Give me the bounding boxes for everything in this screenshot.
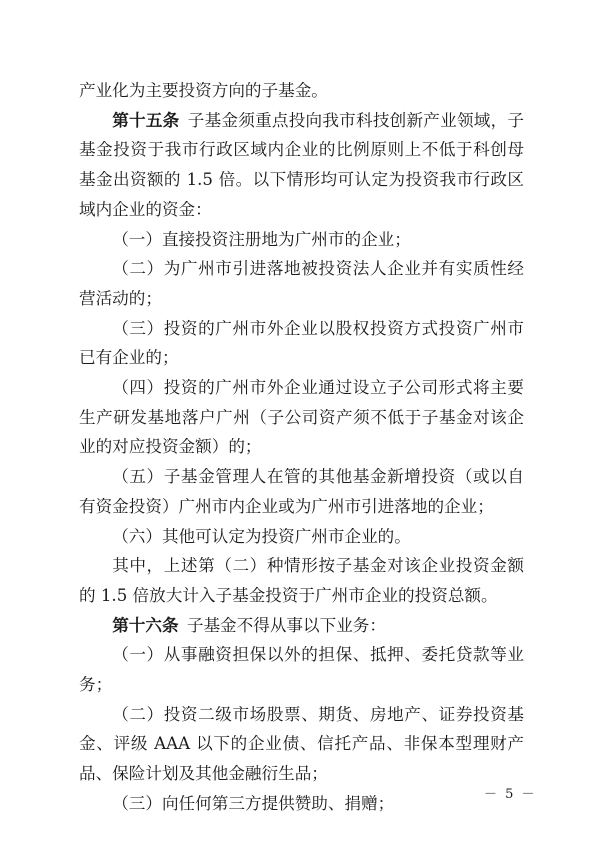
paragraph-text: 其中，上述第（二）种情形按子基金对该企业投资金额的 1.5 倍放大计入子基金投资于广州市企业的投资总额。 [79,556,524,605]
article-16 [79,611,524,641]
list-item-6 [79,522,524,552]
paragraph-text: （四）投资的广州市外企业通过设立子公司形式将主要生产研发基地落户广州（子公司资产须不低于子基金对该企业的对应投资金额）的； [79,378,524,457]
article-15 [79,106,524,225]
list-item-3 [79,314,524,373]
list-item-1 [79,225,524,255]
list-item-4 [79,373,524,462]
paragraph-1 [79,76,524,106]
paragraph-note [79,551,524,610]
page-number: － 5 － [484,787,537,802]
list-item-3 [79,789,524,819]
article-heading: 第十六条 [112,614,179,635]
paragraph-text: （五）子基金管理人在管的其他基金新增投资（或以自有资金投资）广州市内企业或为广州市引进落地的企业； [79,467,524,516]
paragraph-text: （二）为广州市引进落地被投资法人企业并有实质性经营活动的； [79,259,524,308]
paragraph-text: （三）向任何第三方提供赞助、捐赠； [112,793,395,813]
list-item-1 [79,640,524,699]
paragraph-text: （一）直接投资注册地为广州市的企业； [112,229,411,249]
paragraph-text: 子基金须重点投向我市科技创新产业领域，子基金投资于我市行政区域内企业的比例原则上不低于科创母基金出资额的 1.5 倍。以下情形均可认定为投资我市行政区域内企业的资金： [79,110,525,219]
paragraph-text: （三）投资的广州市外企业以股权投资方式投资广州市已有企业的； [79,318,524,368]
article-heading: 第十五条 [112,109,180,130]
list-item-2 [79,254,524,313]
paragraph-text: 产业化为主要投资方向的子基金。 [79,81,328,100]
list-item-5 [79,462,524,521]
paragraph-text: （六）其他可认定为投资广州市企业的。 [112,526,411,546]
paragraph-text: 子基金不得从事以下业务： [186,615,386,635]
list-item-2 [79,700,524,789]
document-body [79,76,524,819]
paragraph-text: （一）从事融资担保以外的担保、抵押、委托贷款等业务； [79,645,524,695]
paragraph-text: （二）投资二级市场股票、期货、房地产、证券投资基金、评级 AAA 以下的企业债、信托产品、非保本型理财产品、保险计划及其他金融衍生品； [79,704,524,784]
